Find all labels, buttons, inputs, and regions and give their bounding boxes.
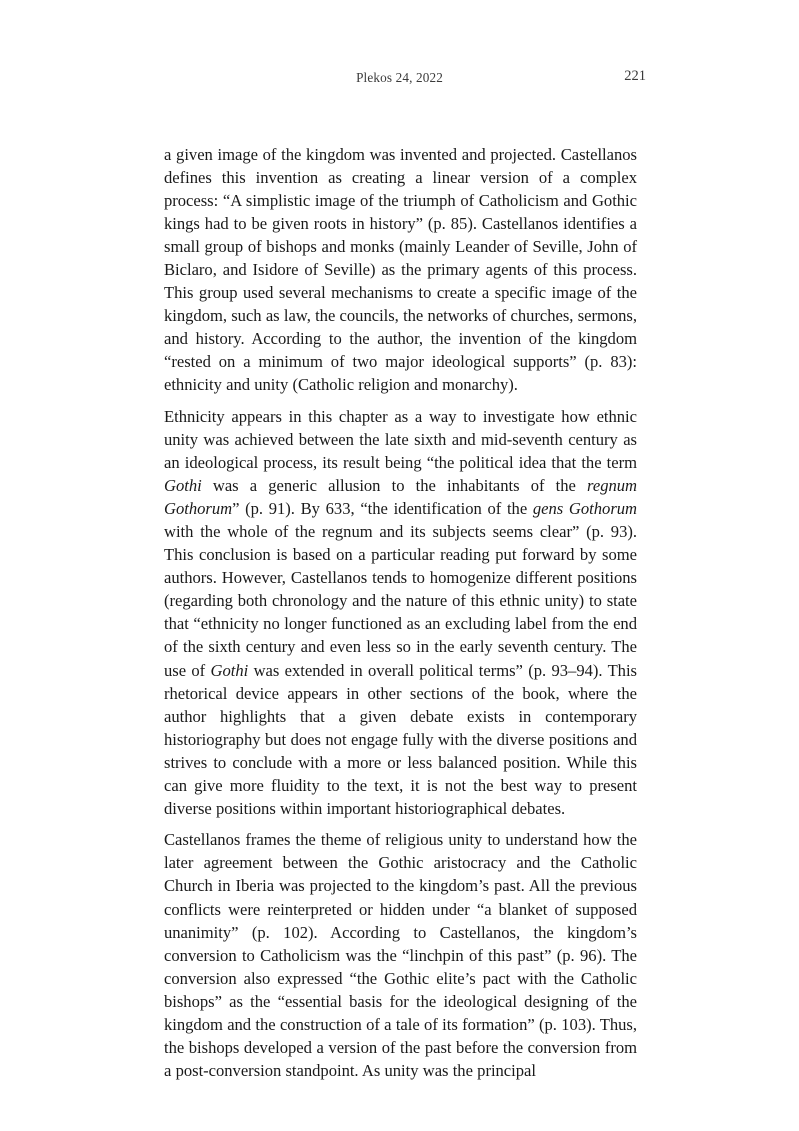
segment-roman: was a generic allusion to the inhabitants of the <box>201 476 588 496</box>
page-number: 221 <box>624 68 646 84</box>
paragraph-2 <box>164 405 637 820</box>
journal-title: Plekos 24, 2022 <box>356 70 443 85</box>
segment-roman: ” (p. 91). By 633, “the identification of the <box>232 499 533 519</box>
running-header <box>0 70 799 92</box>
paragraph-1: a given image of the kingdom was invented and projected. Castellanos defines this invention as creating a linear version of a complex process: “A simplistic image of the triumph of Catholicism and Gothic kings had to be given roots in history” (p. 85). Castellanos identifies a small group of bishops and monks (mainly Leander of Seville, John of Biclaro, and Isidore of Seville) as the primary agents of this process. This group used several mechanisms to create a specific image of the kingdom, such as law, the councils, the networks of churches, sermons, and history. According to the author, the invention of the kingdom “rested on a minimum of two major ideological supports” (p. 83): ethnicity and unity (Catholic religion and monarchy). <box>164 145 637 395</box>
body-text-column <box>164 143 637 1082</box>
latin-term-regnum-gothorum: regnum Gothorum <box>164 476 637 519</box>
paragraph-3: Castellanos frames the theme of religious unity to understand how the later agreement between the Gothic aristocracy and the Catholic Church in Iberia was projected to the kingdom’s past. All the previous conflicts were reinterpreted or hidden under “a blanket of supposed unanimity” (p. 102). According to Castellanos, the kingdom’s conversion to Catholicism was the “linchpin of this past” (p. 96). The conversion also expressed “the Gothic elite’s pact with the Catholic bishops” as the “essential basis for the ideological designing of the kingdom and the construction of a tale of its formation” (p. 103). Thus, the bishops developed a version of the past before the conversion from a post-conversion standpoint. As unity was the principal <box>164 830 637 1080</box>
segment-roman: was extended in overall political terms” (p. 93–94). This rhetorical device appears in other sections of the book, where the author highlights that a given debate exists in contemporary historiography but does not engage fully with the diverse positions and strives to conclude with a more or less balanced position. While this can give more fluidity to the text, it is not the best way to present diverse positions within important historiographical debates. <box>164 660 637 818</box>
latin-term-gothi-2: Gothi <box>210 660 249 680</box>
latin-term-gens-gothorum: gens Gothorum <box>532 499 637 519</box>
segment-roman: with the whole of the regnum and its subjects seems clear” (p. 93). This conclusion is based on a particular reading put forward by some authors. However, Castellanos tends to homogenize different positions (regarding both chronology and the nature of this ethnic unity) to state that “ethnicity no longer functioned as an excluding label from the end of the sixth century and even less so in the early seventh century. The use of <box>164 522 637 680</box>
segment-roman: Ethnicity appears in this chapter as a way to investigate how ethnic unity was achieved between the late sixth and mid-seventh century as an ideological process, its result being “the political idea that the term <box>164 407 637 473</box>
latin-term-gothi: Gothi <box>164 476 202 496</box>
